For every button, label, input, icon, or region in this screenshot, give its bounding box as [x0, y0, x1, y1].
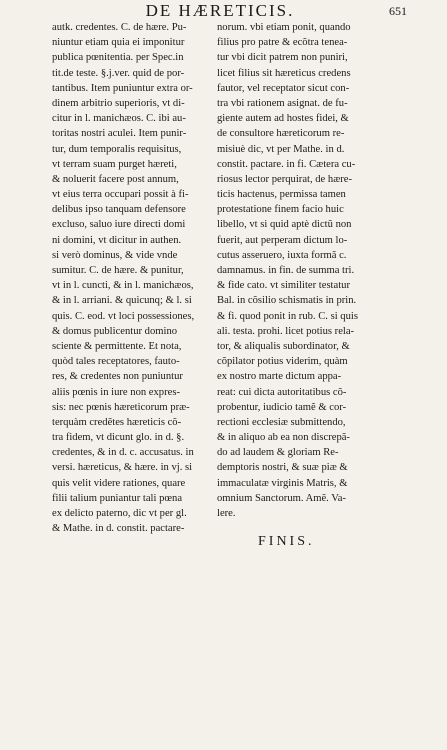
text-line: quis velit videre rationes, quare	[52, 477, 186, 489]
text-line: sumitur. C. de hære. & punitur,	[52, 265, 184, 276]
page-number: 651	[389, 4, 407, 18]
text-line: do ad laudem & gloriam Re-	[217, 447, 339, 459]
text-line: immaculatæ virginis Matris, &	[217, 477, 348, 489]
text-line: protestatione finem facio huic	[217, 204, 344, 216]
text-line: tantibus. Item puniuntur extra or-	[52, 82, 193, 94]
text-line: rectioni ecclesiæ submittendo,	[217, 416, 346, 428]
text-line: tor, & aliqualis subordinator, &	[217, 340, 350, 352]
running-header	[0, 0, 447, 22]
text-line: toritas nostri aculei. Item punir-	[52, 128, 187, 140]
text-line: & in l. arriani. & quicunq; & l. si	[52, 295, 192, 307]
text-line: tra vbi rationem asignat. de fu-	[217, 97, 348, 109]
text-line: damnamus. in fin. de summa tri.	[217, 265, 355, 276]
text-line: publica pœnitentia. per Spec.in	[52, 52, 184, 64]
text-line: & Mathe. in d. constit. pactare-	[52, 523, 185, 535]
text-line: vt eius terra occupari possit à fi-	[52, 189, 189, 201]
text-line: ticis hactenus, permissa tamen	[217, 189, 346, 201]
text-line: credentes, & in d. c. accusatus. in	[52, 447, 194, 459]
text-line: ex nostro marte dictum appa-	[217, 371, 342, 383]
text-line: tur, dum temporalis requisitus,	[52, 143, 182, 155]
text-line: citur in l. manichæos. C. ibi au-	[52, 113, 186, 125]
text-line: sciente & permittente. Et nota,	[52, 340, 182, 352]
text-line: reat: cui dicta autoritatibus cõ-	[217, 386, 347, 398]
text-line: & domus publicentur domino	[52, 325, 178, 337]
text-line: filius pro patre & ecõtra tenea-	[217, 37, 348, 49]
text-line: filii talium puniantur tali pœna	[52, 492, 183, 504]
text-line: ni domini, vt dicitur in authen.	[52, 234, 182, 246]
text-line: & in aliquo ab ea non discrepã-	[217, 432, 350, 444]
text-line: niuntur etiam quia ei imponitur	[52, 37, 185, 49]
text-line: Bal. in cõsilio schismatis in prin.	[217, 295, 357, 307]
text-line: demptoris nostri, & suæ piæ &	[217, 462, 348, 474]
text-line: res, & credentes non puniuntur	[52, 371, 183, 383]
text-line: giente autem ad hostes fidei, &	[217, 113, 349, 125]
text-line: quòd tales receptatores, fauto-	[52, 356, 180, 368]
text-line: ex delicto paterno, dic vt per gl.	[52, 508, 187, 519]
text-line: vt in l. cuncti, & in l. manichæos,	[52, 280, 194, 292]
text-line: probentur, iudicio tamẽ & cor-	[217, 401, 347, 413]
text-line: vt terram suam purget hæreti,	[52, 158, 177, 170]
text-line: lere.	[217, 508, 236, 519]
text-line: terquàm credẽtes hæreticis cõ-	[52, 416, 182, 428]
text-line: fuerit, aut perperam dictum lo-	[217, 234, 348, 246]
text-line: & fide cato. vt similiter testatur	[217, 280, 350, 292]
text-line: constit. pactare. in fi. Cætera cu-	[217, 158, 356, 170]
text-line: quis. C. eod. vt loci possessiones,	[52, 310, 195, 322]
text-line: excluso, saluo iure directi domi	[52, 219, 186, 231]
text-line: sis: nec pœnis hæreticorum præ-	[52, 401, 190, 413]
text-line: libello, vt si quid aptè dictũ non	[217, 219, 352, 231]
text-line: si verò dominus, & vide vnde	[52, 249, 178, 261]
text-line: delibus ipso tanquam defensore	[52, 204, 186, 216]
text-line: dinem arbitrio superioris, vt di-	[52, 97, 185, 109]
text-column-right	[217, 20, 407, 521]
text-line: licet filius sit hæreticus credens	[217, 67, 351, 79]
text-line: tra fidem, vt dicunt glo. in d. §.	[52, 432, 185, 444]
text-line: aliis pœnis in iure non expres-	[52, 386, 180, 398]
text-line: & fi. quod ponit in rub. C. si quis	[217, 310, 358, 322]
text-line: versi. hæreticus, & hære. in vj. si	[52, 462, 193, 474]
text-line: cõpilator potius viderim, quàm	[217, 356, 348, 368]
text-line: misiuè dic, vt per Mathe. in d.	[217, 143, 345, 155]
text-line: ali. testa. prohi. licet potius rela-	[217, 325, 355, 337]
text-line: autk. credentes. C. de hære. Pu-	[52, 22, 187, 33]
text-column-left	[52, 20, 212, 536]
text-line: tit.de teste. §.j.ver. quid de por-	[52, 67, 185, 79]
text-line: de consultore hæreticorum re-	[217, 128, 345, 140]
text-line: riosus lector perquirat, de hære-	[217, 173, 353, 185]
text-line: omnium Sanctorum. Amẽ. Va-	[217, 492, 346, 504]
text-line: & noluerit facere post annum,	[52, 173, 179, 185]
text-line: cutus asseruero, iuxta formã c.	[217, 249, 347, 261]
text-line: tur vbi dicit patrem non puniri,	[217, 52, 348, 64]
text-line: fautor, vel receptator sicut con-	[217, 82, 350, 94]
text-line: norum. vbi etiam ponit, quando	[217, 22, 351, 33]
page-title: DE HÆRETICIS.	[145, 1, 295, 20]
finis-label: FINIS.	[258, 534, 315, 549]
